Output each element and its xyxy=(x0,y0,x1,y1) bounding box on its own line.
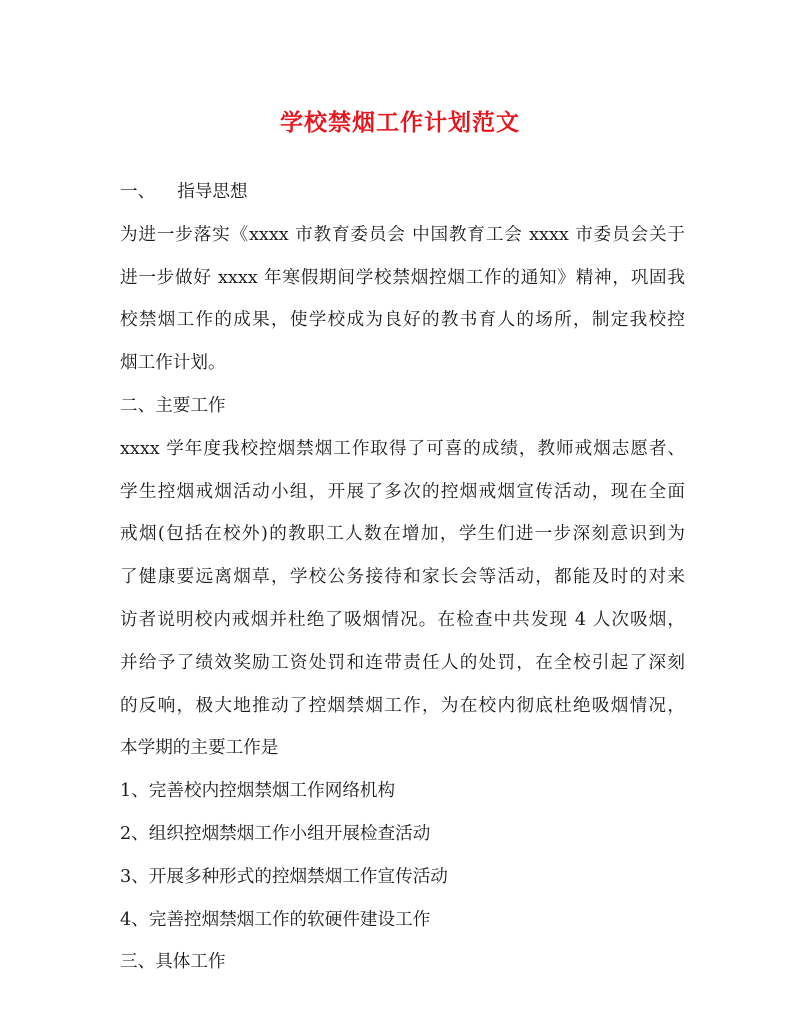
section-heading-specific-work: 三、具体工作 xyxy=(120,952,226,973)
paragraph-line: 烟工作计划。 xyxy=(120,353,226,374)
section-heading-text: 指导思想 xyxy=(177,182,248,202)
paragraph-line: 访者说明校内戒烟并杜绝了吸烟情况。在检查中共发现 4 人次吸烟， xyxy=(120,609,685,630)
section-number: 一、 xyxy=(120,182,156,202)
list-item: 2、组织控烟禁烟工作小组开展检查活动 xyxy=(120,823,431,844)
list-item: 1、完善校内控烟禁烟工作网络机构 xyxy=(120,781,396,802)
section-heading-guiding-ideology xyxy=(120,178,685,221)
paragraph-line: 了健康要远离烟草，学校公务接待和家长会等活动，都能及时的对来 xyxy=(120,567,685,588)
paragraph-line: xxxx 学年度我校控烟禁烟工作取得了可喜的成绩，教师戒烟志愿者、 xyxy=(120,438,685,459)
paragraph-line: 校禁烟工作的成果，使学校成为良好的教书育人的场所，制定我校控 xyxy=(120,310,685,331)
paragraph-line: 进一步做好 xxxx 年寒假期间学校禁烟控烟工作的通知》精神，巩固我 xyxy=(120,267,685,288)
paragraph-line: 学生控烟戒烟活动小组，开展了多次的控烟戒烟宣传活动，现在全面 xyxy=(120,481,685,502)
paragraph-line: 戒烟(包括在校外)的教职工人数在增加，学生们进一步深刻意识到为 xyxy=(120,524,685,545)
paragraph-line: 为进一步落实《xxxx 市教育委员会 中国教育工会 xxxx 市委员会关于 xyxy=(120,224,685,245)
document-body xyxy=(120,178,685,991)
section-heading-main-work: 二、主要工作 xyxy=(120,395,226,416)
paragraph-line: 并给予了绩效奖励工资处罚和连带责任人的处罚，在全校引起了深刻 xyxy=(120,652,685,673)
list-item: 3、开展多种形式的控烟禁烟工作宣传活动 xyxy=(120,866,448,887)
paragraph-line: 的反响，极大地推动了控烟禁烟工作，为在校内彻底杜绝吸烟情况， xyxy=(120,695,685,716)
paragraph-line: 本学期的主要工作是 xyxy=(120,738,279,759)
document-title: 学校禁烟工作计划范文 xyxy=(280,109,520,136)
list-item: 4、完善控烟禁烟工作的软硬件建设工作 xyxy=(120,909,431,930)
